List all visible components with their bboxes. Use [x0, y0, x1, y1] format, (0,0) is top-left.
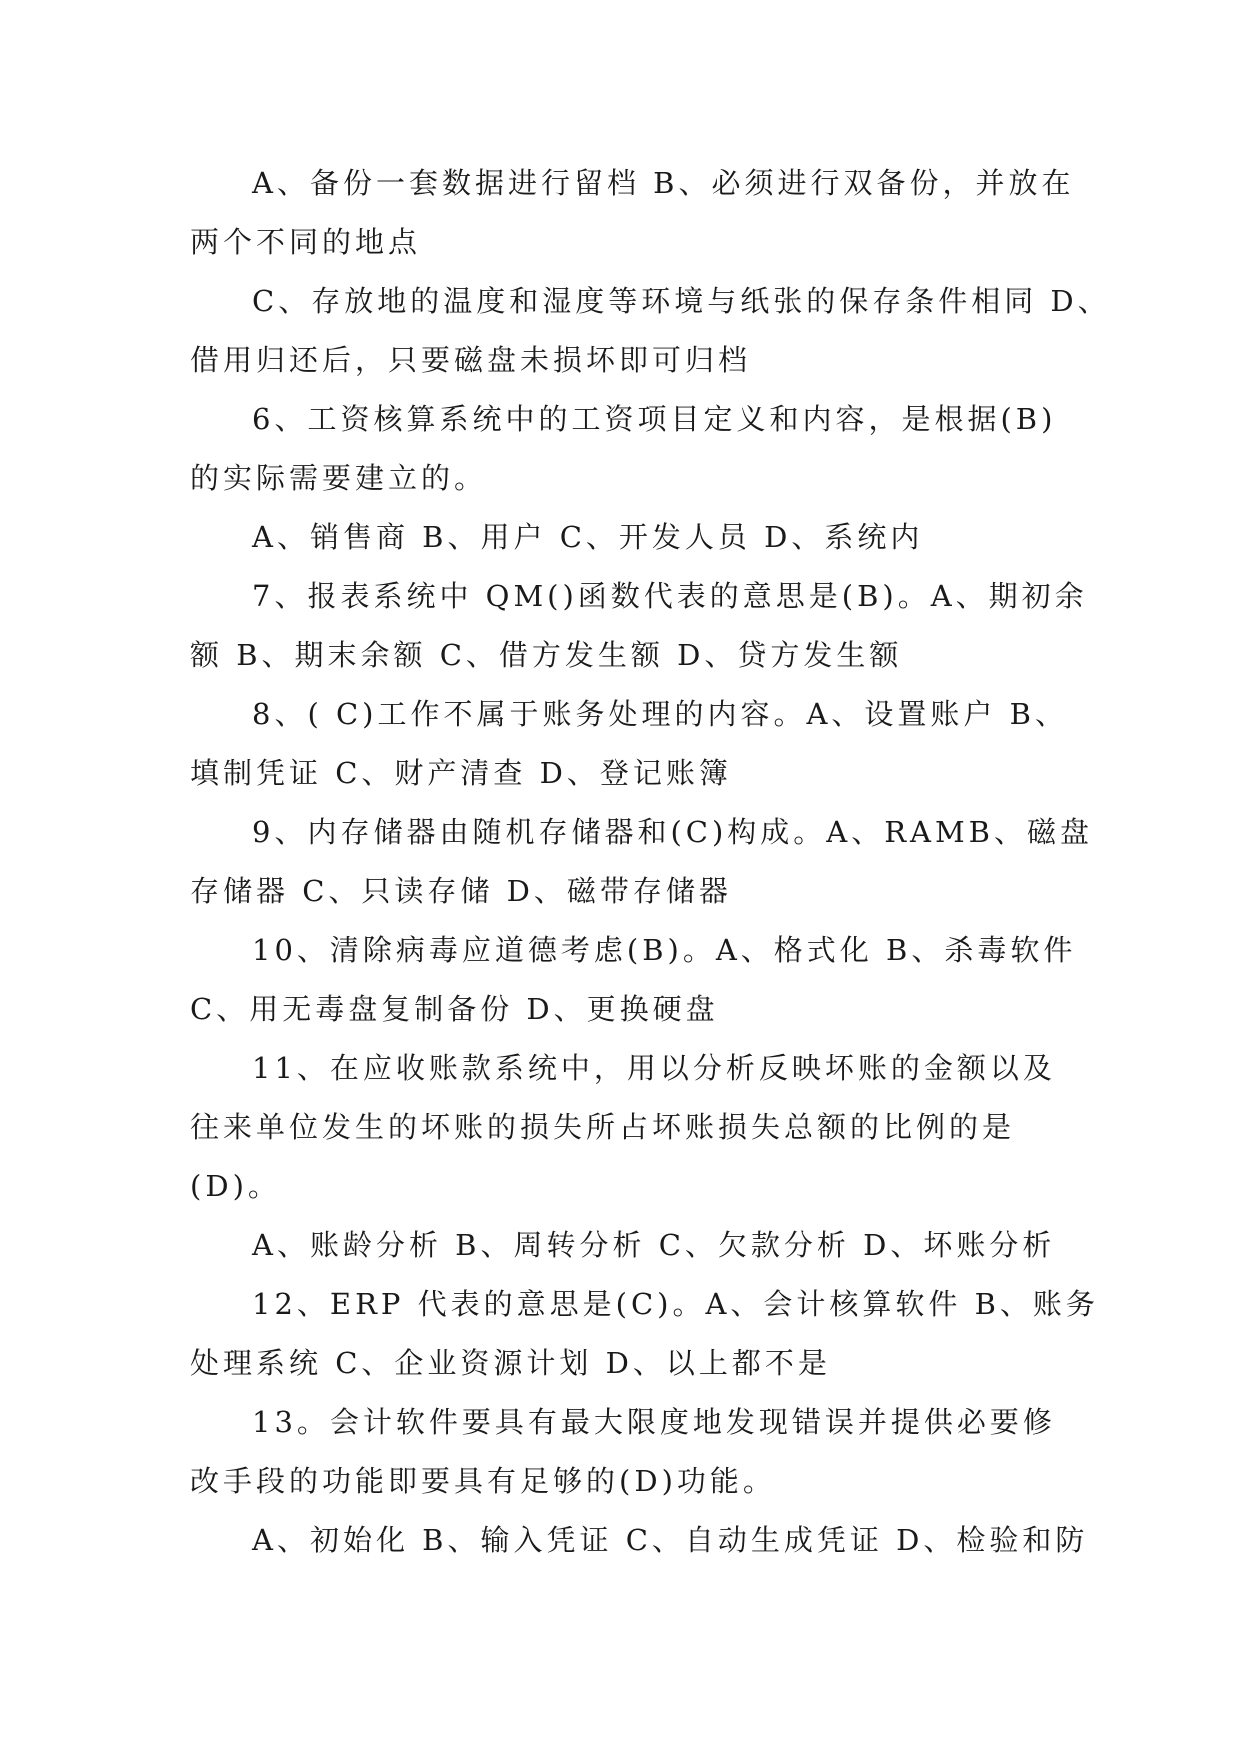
text-line: 存储器 C、只读存储 D、磁带存储器: [190, 874, 732, 908]
text-line: 8、( C)工作不属于账务处理的内容。A、设置账户 B、: [252, 697, 1068, 731]
question-8: [190, 685, 1070, 803]
text-line: A、销售商 B、用户 C、开发人员 D、系统内: [252, 520, 924, 554]
question-6: [190, 390, 1070, 508]
text-line: 11、在应收账款系统中，用以分析反映坏账的金额以及: [252, 1051, 1056, 1085]
text-line: 的实际需要建立的。: [190, 461, 488, 495]
text-line: 处理系统 C、企业资源计划 D、以上都不是: [190, 1346, 831, 1380]
text-line: 9、内存储器由随机存储器和(C)构成。A、RAMB、磁盘: [252, 815, 1093, 849]
question-11: [190, 1039, 1070, 1216]
question-10: [190, 921, 1077, 1039]
text-line: A、备份一套数据进行留档 B、必须进行双备份，并放在: [252, 166, 1075, 200]
text-line: C、用无毒盘复制备份 D、更换硬盘: [190, 992, 719, 1026]
text-line: 两个不同的地点: [190, 225, 422, 259]
question-12: [190, 1275, 1099, 1393]
text-line: 改手段的功能即要具有足够的(D)功能。: [190, 1464, 776, 1498]
text-line: (D)。: [190, 1169, 281, 1203]
document-body: [190, 154, 1111, 1570]
text-line: A、初始化 B、输入凭证 C、自动生成凭证 D、检验和防: [252, 1523, 1089, 1557]
text-line: 填制凭证 C、财产清查 D、登记账簿: [190, 756, 732, 790]
question-9: [190, 803, 1093, 921]
paragraph-option-cd: [190, 272, 1111, 390]
paragraph-option-ab: [190, 154, 1075, 272]
text-line: 13。会计软件要具有最大限度地发现错误并提供必要修: [252, 1405, 1056, 1439]
text-line: 往来单位发生的坏账的损失所占坏账损失总额的比例的是: [190, 1110, 1016, 1144]
question-6-options: [190, 508, 1070, 567]
text-line: A、账龄分析 B、周转分析 C、欠款分析 D、坏账分析: [252, 1228, 1056, 1262]
question-13: [190, 1393, 1070, 1511]
text-line: 借用归还后，只要磁盘未损坏即可归档: [190, 343, 752, 377]
question-11-options: [190, 1216, 1070, 1275]
question-13-options: [190, 1511, 1089, 1570]
text-line: 10、清除病毒应道德考虑(B)。A、格式化 B、杀毒软件: [252, 933, 1077, 967]
question-7: [190, 567, 1088, 685]
text-line: 7、报表系统中 QM()函数代表的意思是(B)。A、期初余: [252, 579, 1088, 613]
text-line: 6、工资核算系统中的工资项目定义和内容，是根据(B): [252, 402, 1057, 436]
text-line: C、存放地的温度和湿度等环境与纸张的保存条件相同 D、: [252, 284, 1111, 318]
text-line: 额 B、期末余额 C、借方发生额 D、贷方发生额: [190, 638, 903, 672]
text-line: 12、ERP 代表的意思是(C)。A、会计核算软件 B、账务: [252, 1287, 1099, 1321]
